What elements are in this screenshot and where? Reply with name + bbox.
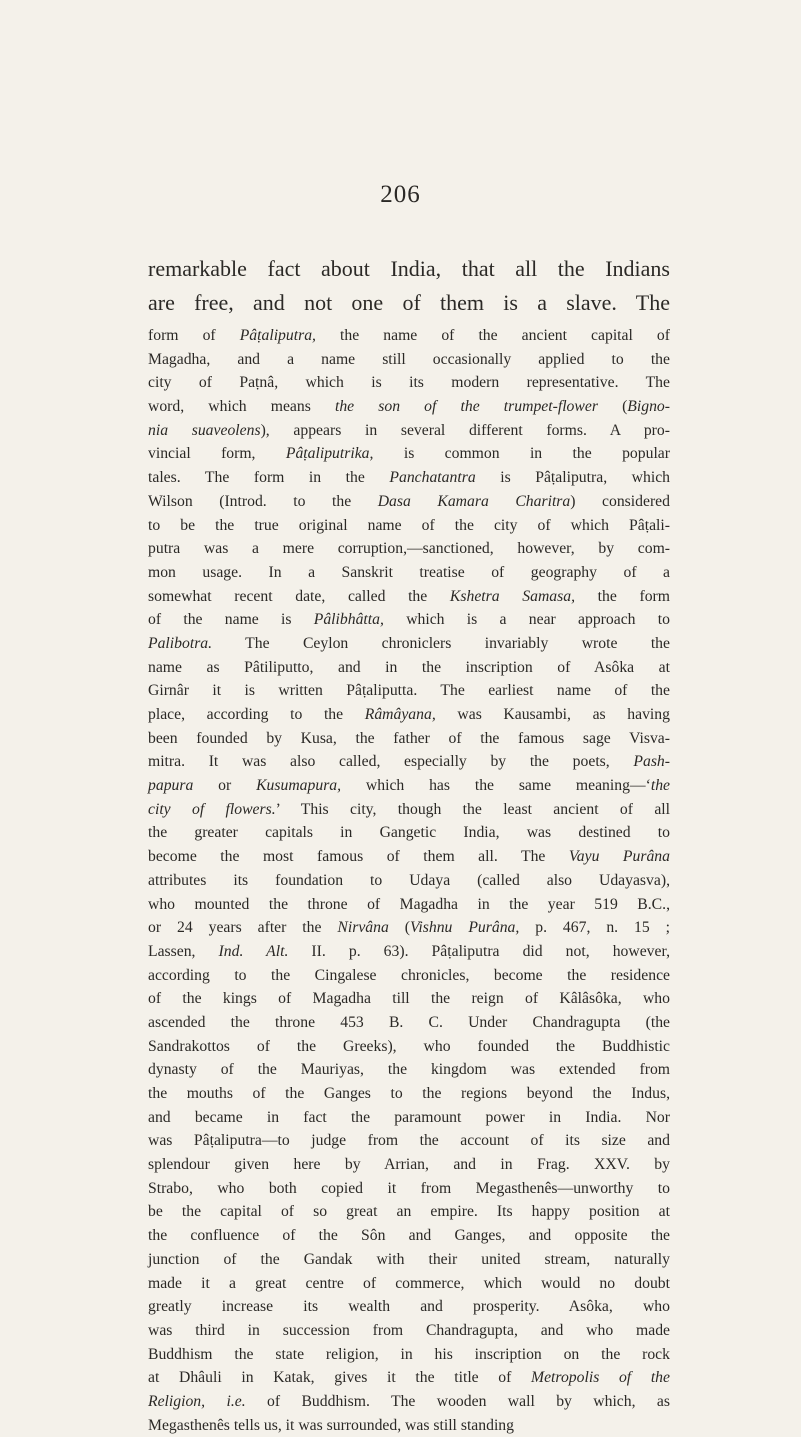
footnote-italic-text: the son of the trumpet-flower: [334, 398, 598, 416]
footnote-text: is Pâṭaliputra, which: [475, 469, 671, 487]
footnote-text: which is a near approach to: [383, 611, 670, 629]
footnote-italic-text: Dasa Kamara Charitra: [377, 492, 571, 510]
footnote-line: [148, 561, 670, 585]
footnote-text: mitra. It was also called, especially by the poets,: [148, 753, 634, 771]
footnote-line: [148, 845, 670, 869]
footnote-line: [148, 419, 670, 443]
footnote-text: Lassen,: [148, 942, 219, 960]
footnote-text: putra was a mere corruption,—sanctioned, however, by com-: [148, 540, 670, 558]
footnote-text: or 24 years after the: [148, 919, 338, 937]
footnote-text: was third in succession from Chandragupta, and who made: [148, 1321, 670, 1339]
footnote-line: [148, 395, 670, 419]
footnote-text: Strabo, who both copied it from Megasthenês—unworthy to: [148, 1179, 670, 1197]
footnote-text: is common in the popular: [373, 445, 670, 463]
footnote-line: [148, 1224, 670, 1248]
footnote-text: was Kausambi, as having: [435, 706, 670, 723]
footnote-line: [148, 1295, 670, 1319]
footnote-text: been founded by Kusa, the father of the famous sage Visva-: [148, 729, 670, 747]
footnote-italic-text: papura: [148, 777, 194, 795]
footnote-text: the name of the ancient capital of: [315, 327, 670, 344]
main-text-line-2: are free, and not one of them is a slave. The: [148, 290, 670, 315]
footnote-text: ) considered: [570, 492, 670, 510]
footnote-text: Girnâr it is written Pâṭaliputta. The earliest name of the: [148, 682, 670, 700]
footnote-line: [148, 1058, 670, 1082]
footnote-line: [148, 940, 670, 964]
footnote-line: [148, 608, 670, 632]
footnote-text: at Dhâuli in Katak, gives it the title of: [148, 1369, 532, 1387]
footnote-text: was Pâṭaliputra—to judge from the account of its size and: [148, 1132, 670, 1150]
footnote-line: [148, 964, 670, 988]
footnote-line: [148, 987, 670, 1011]
footnote-italic-text: nia suaveolens: [148, 421, 261, 439]
footnote-text: of the name is: [148, 611, 314, 629]
footnote-italic-text: Râmâyana,: [364, 706, 436, 723]
footnote-italic-text: Religion, i.e.: [148, 1392, 246, 1410]
footnote-text: and became in fact the paramount power in India. Nor: [148, 1108, 670, 1126]
footnote-line: [148, 1035, 670, 1059]
footnote-line: [148, 893, 670, 917]
footnote-text: tales. The form in the: [148, 469, 390, 487]
footnote-text: of the kings of Magadha till the reign of Kâlâsôka, who: [148, 990, 670, 1008]
footnote-line: [148, 1011, 670, 1035]
footnote-line: [148, 466, 670, 490]
footnote-text: according to the Cingalese chronicles, become the residence: [148, 966, 670, 984]
footnote-line: [148, 1319, 670, 1343]
footnote-text: ’ This city, though the least ancient of all: [275, 800, 671, 818]
footnote-text: Buddhism the state religion, in his inscription on the rock: [148, 1345, 670, 1363]
footnote-line: [148, 490, 670, 514]
footnote-text: become the most famous of them all. The: [148, 848, 569, 866]
footnote-italic-text: Panchatantra: [389, 469, 476, 487]
footnote-text: name as Pâtiliputto, and in the inscription of Asôka at: [148, 658, 670, 676]
footnote-italic-text: Kshetra Samasa,: [449, 587, 575, 605]
footnote-text: The Ceylon chroniclers invariably wrote the: [212, 634, 670, 652]
footnote-text: attributes its foundation to Udaya (called also Udayasva),: [148, 871, 670, 889]
footnote-text: the mouths of the Ganges to the regions beyond the Indus,: [148, 1085, 670, 1102]
footnote-italic-text: Metropolis of the: [531, 1369, 670, 1387]
footnote-text: (: [388, 919, 410, 937]
footnote-text: city of Paṭnâ, which is its modern representative. The: [148, 374, 670, 392]
footnote-line: [148, 774, 670, 798]
footnote-line: [148, 1248, 670, 1272]
footnote-italic-text: city of flowers.: [148, 800, 276, 818]
footnote-italic-text: Bigno-: [627, 398, 670, 416]
footnote-line: [148, 750, 670, 774]
footnote-line: [148, 679, 670, 703]
main-text-line-1: remarkable fact about India, that all the Indians: [148, 256, 670, 281]
footnote-line: [148, 324, 670, 348]
footnote-line: [148, 537, 670, 561]
footnote-line: [148, 656, 670, 680]
footnote-text: p. 467, n. 15 ;: [519, 919, 670, 937]
footnote-italic-text: Pâṭaliputrika,: [285, 445, 374, 463]
footnote-line: [148, 1153, 670, 1177]
footnote-line: [148, 1106, 670, 1130]
footnote-italic-text: Palibotra.: [148, 634, 213, 652]
footnote-text: junction of the Gandak with their united stream, naturally: [148, 1250, 670, 1268]
footnote-text: word, which means: [148, 398, 335, 416]
footnote-text: vincial form,: [148, 445, 286, 463]
main-text: [148, 252, 670, 320]
footnote-text: Wilson (Introd. to the: [148, 492, 378, 510]
footnote-line: [148, 1390, 670, 1414]
footnote-text: splendour given here by Arrian, and in Frag. XXV. by: [148, 1156, 670, 1174]
footnote-text: ), appears in several different forms. A pro-: [260, 421, 670, 439]
footnote-text: be the capital of so great an empire. Its happy position at: [148, 1203, 670, 1221]
footnote-text: (: [597, 398, 628, 416]
footnote-text: Megasthenês tells us, it was surrounded, was still standing: [148, 1416, 514, 1434]
footnote-text: the confluence of the Sôn and Ganges, and opposite the: [148, 1227, 670, 1245]
footnote-line: [148, 371, 670, 395]
footnote-italic-text: Vayu Purâna: [568, 848, 670, 866]
footnote-text: Magadha, and a name still occasionally applied to the: [148, 350, 670, 368]
footnote-italic-text: Pâṭaliputra,: [239, 327, 316, 344]
footnote-italic-text: Ind. Alt.: [218, 942, 289, 960]
footnote-text: ascended the throne 453 B. C. Under Chandragupta (the: [148, 1013, 670, 1031]
footnote-italic-text: the: [650, 777, 671, 795]
footnote-line: [148, 632, 670, 656]
footnote-text: dynasty of the Mauriyas, the kingdom was extended from: [148, 1061, 670, 1079]
footnote-text: the greater capitals in Gangetic India, was destined to: [148, 824, 670, 842]
footnote-line: [148, 821, 670, 845]
footnote-text: II. p. 63). Pâṭaliputra did not, however,: [288, 942, 670, 960]
footnote-line: [148, 869, 670, 893]
footnote-italic-text: Kusumapura,: [256, 777, 342, 795]
footnote-text: or: [193, 777, 257, 795]
footnote-text: mon usage. In a Sanskrit treatise of geography of a: [148, 563, 670, 581]
footnote-text: of Buddhism. The wooden wall by which, as: [245, 1392, 670, 1410]
footnote-line: [148, 1082, 670, 1106]
footnote-line: [148, 1366, 670, 1390]
footnote-text: who mounted the throne of Magadha in the year 519 B.C.,: [148, 895, 670, 913]
footnote-text: which has the same meaning—‘: [341, 777, 651, 795]
page-number: 206: [380, 181, 421, 208]
footnote-line: [148, 1272, 670, 1296]
footnote-italic-text: Vishnu Purâna,: [409, 919, 520, 937]
footnote-line: [148, 585, 670, 609]
footnote-italic-text: Nirvâna: [337, 919, 389, 937]
footnote-line: [148, 1200, 670, 1224]
footnote-italic-text: Pash-: [633, 753, 670, 771]
footnote-line: [148, 727, 670, 751]
footnote-line: [148, 514, 670, 538]
footnote-line: [148, 1343, 670, 1367]
footnote-line: [148, 1129, 670, 1153]
footnote-italic-text: Pâlibhâtta,: [313, 611, 384, 629]
footnote-text: Sandrakottos of the Greeks), who founded the Buddhistic: [148, 1037, 670, 1055]
footnote-text: to be the true original name of the city of which Pâṭali-: [148, 516, 670, 534]
footnote-line: [148, 1177, 670, 1201]
footnote-line: [148, 348, 670, 372]
footnote-line: [148, 703, 670, 727]
footnote-line: [148, 798, 670, 822]
footnote-line: [148, 442, 670, 466]
footnote-line: [148, 916, 670, 940]
footnote-text: made it a great centre of commerce, which would no doubt: [148, 1274, 670, 1292]
footnote-line: [148, 1414, 670, 1437]
footnote-text: place, according to the: [148, 706, 365, 723]
footnote-text: somewhat recent date, called the: [148, 587, 450, 605]
footnote-text: the form: [575, 587, 670, 605]
footnote-text: greatly increase its wealth and prosperity. Asôka, who: [148, 1298, 670, 1316]
footnote-text: form of: [148, 327, 240, 344]
footnote: [148, 324, 670, 1437]
